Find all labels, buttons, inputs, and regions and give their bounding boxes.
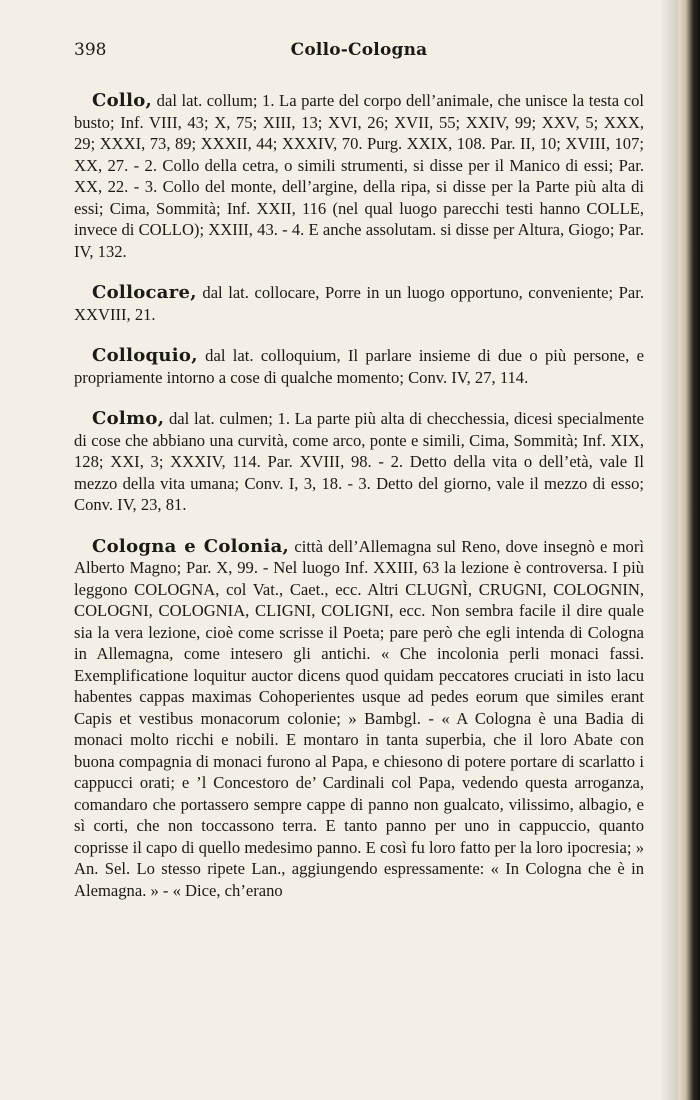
dictionary-entries (74, 90, 644, 921)
entry-text: dal lat. collocare, Porre in un luogo opportuno, conveniente; Par. XXVIII, 21. (74, 283, 644, 324)
entry-collocare (74, 282, 644, 325)
headword: Cologna e Colonia, (92, 535, 290, 557)
page-edge (678, 0, 700, 1100)
entry-text: dal lat. culmen; 1. La parte più alta di checchessia, dicesi specialmente di cose che abbiano una curvità, come arco, ponte e simili, Cima, Sommità; Inf. XIX, 128; XXI, 3; XXXIV, 114. Par. XVIII, 98. - 2. Detto della vita o dell’età, vale Il mezzo della vita umana; Conv. I, 3, 18. - 3. Detto del giorno, vale il mezzo di esso; Conv. IV, 23, 81. (74, 409, 644, 514)
headword: Collo, (92, 90, 153, 111)
headword: Collocare, (92, 282, 197, 303)
entry-collo (74, 90, 644, 262)
headword: Colloquio, (92, 345, 198, 366)
entry-cologna (74, 536, 644, 902)
gutter-shadow (660, 0, 678, 1100)
headword: Colmo, (92, 408, 165, 429)
entry-colloquio (74, 345, 644, 388)
entry-text: città dell’Allemagna sul Reno, dove insegnò e morì Alberto Magno; Par. X, 99. - Nel luogo Inf. XXIII, 63 la lezione è controversa. I più leggono COLOGNA, col Vat., Caet., ecc. Altri CLUGNÌ, CRUGNI, COLOGNIN, COLOGNI, COLOGNIA, CLIGNI, COLIGNI, ecc. Non sembra facile il dire quale sia la vera lezione, cioè come scrisse il Poeta; pare però che egli intenda di Cologna in Allemagna, come intesero gli antichi. « Che incolonia perli monaci fassi. Exemplificatione loquitur auctor dicens quod quidam peccatores cruciati in isto lacu habentes cappas maximas Cohoperientes usque ad pedes eorum que similes erant Capis et vestibus monacorum colonie; » Bambgl. - « A Cologna è una Badia di monaci molto ricchi e nobili. E montaro in tanta superbia, che il loro Abate con buona compagnia di monaci furono al Papa, e chiesono di potere portare di scarlatto i cappucci orati; e ’l Concestoro de’ Cardinali col Papa, vedendo questa arroganza, comandaro che portassero sempre cappe di panno non gualcato, vilissimo, albagio, e sì corti, che non toccassono terra. E tanto panno per uno in cappuccio, quanto coprisse il capo di quello medesimo panno. E così fu loro fatto per la loro ipocresia; » An. Sel. Lo stesso ripete Lan., aggiungendo espressamente: « In Cologna che è in Alemagna. » - « Dice, ch’erano (74, 536, 644, 900)
page-number: 398 (74, 40, 107, 60)
entry-colmo (74, 408, 644, 516)
entry-text: dal lat. collum; 1. La parte del corpo dell’animale, che unisce la testa col busto; Inf. VIII, 43; X, 75; XIII, 13; XVI, 26; XVII, 55; XXIV, 99; XXV, 5; XXX, 29; XXXI, 73, 89; XXXII, 44; XXXIV, 70. Purg. XXIX, 108. Par. II, 10; XVIII, 107; XX, 27. - 2. Collo della cetra, o simili strumenti, si disse per il Manico di essi; Par. XX, 22. - 3. Collo del monte, dell’argine, della ripa, si disse per la Parte più alta di essi; Cima, Sommità; Inf. XXII, 116 (nel qual luogo parecchi testi hanno COLLE, invece di COLLO); XXIII, 43. - 4. E anche assolutam. si disse per Altura, Giogo; Par. IV, 132. (74, 91, 644, 261)
entry-text: dal lat. colloquium, Il parlare insieme di due o più persone, e propriamente intorno a cose di qualche momento; Conv. IV, 27, 114. (74, 346, 644, 387)
page-header (74, 40, 644, 66)
running-head: Collo-Cologna (290, 40, 428, 60)
